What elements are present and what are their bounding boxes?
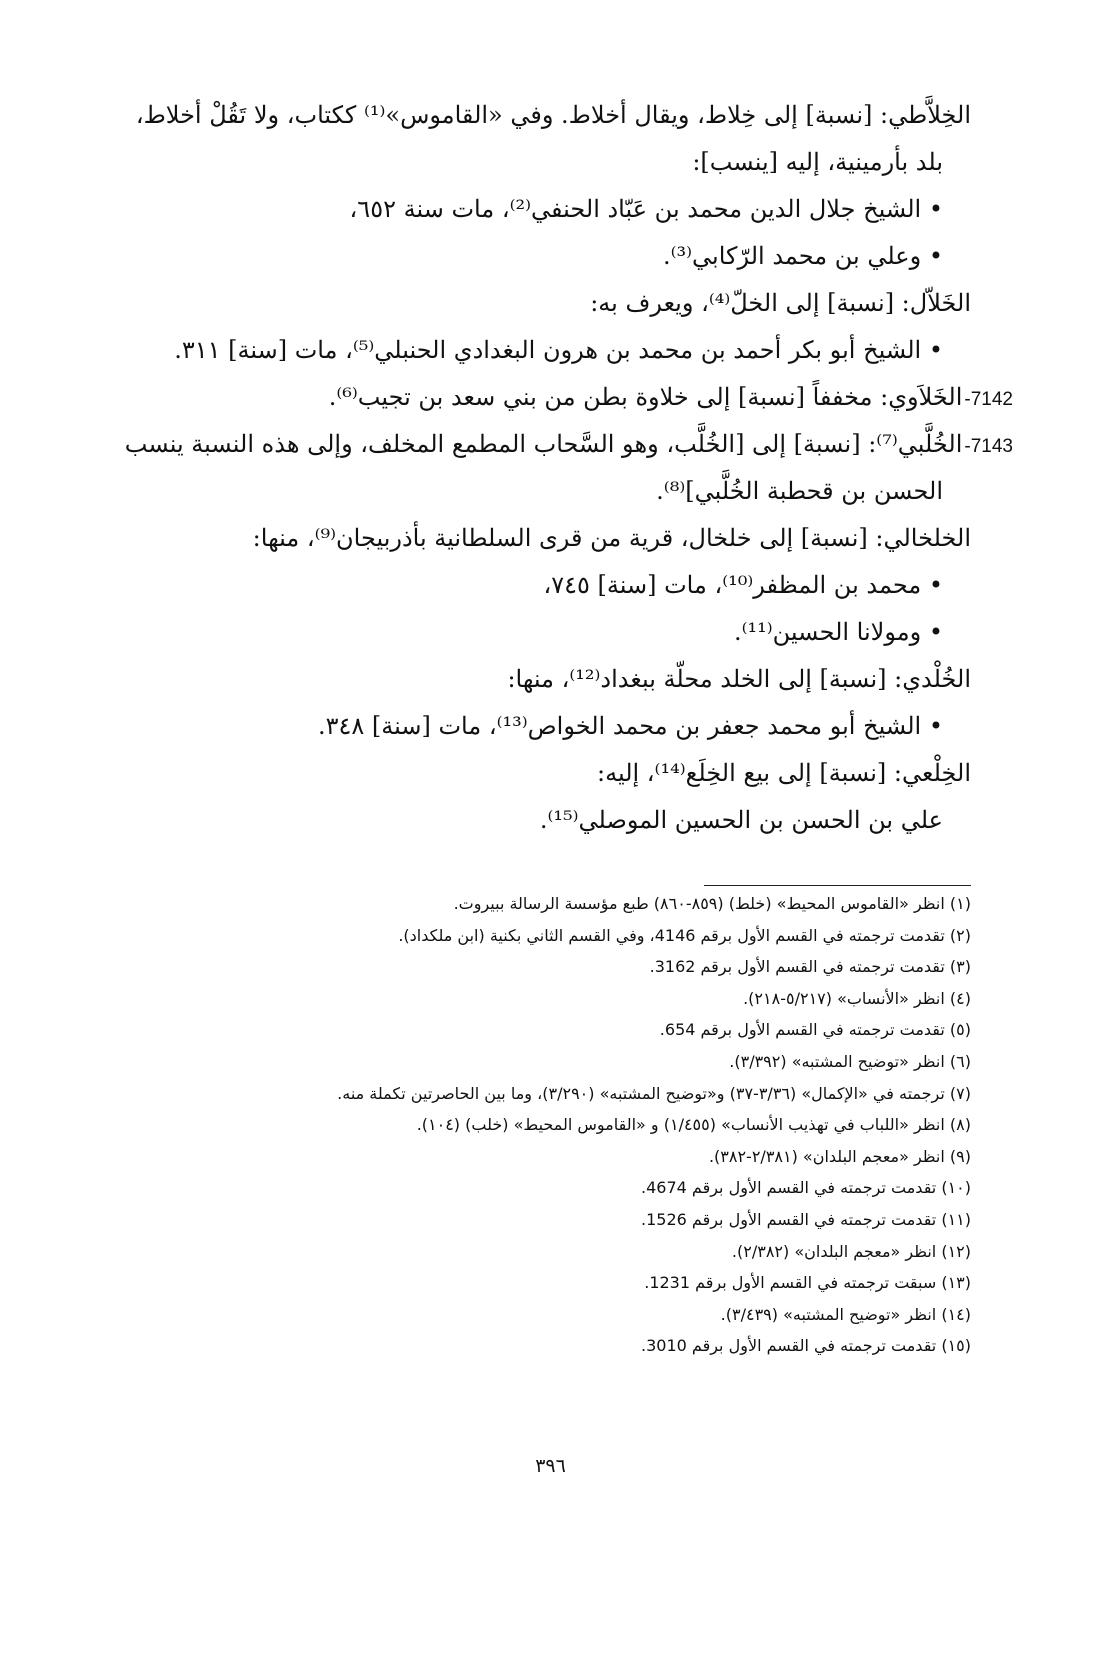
footnote: (١٣) سبقت ترجمته في القسم الأول برقم 1231.	[644, 1273, 971, 1293]
entry-7142	[130, 374, 1013, 421]
bullet-muhammad-muzaffar: • محمد بن المظفر⁽¹⁰⁾، مات [سنة] ٧٤٥،	[543, 571, 943, 599]
entry-khuldi: الخُلْدي: [نسبة] إلى الخلد محلّة ببغداد⁽¹²⁾، منها:	[507, 665, 971, 693]
entry-khilati-line-1: الخِلاَّطي: [نسبة] إلى خِلاط، ويقال أخلاط. وفي «القاموس»⁽¹⁾ ككتاب، ولا تَقُلْ أخلاط،	[135, 101, 971, 129]
footnote: (٢) تقدمت ترجمته في القسم الأول برقم 4146، وفي القسم الثاني بكنية (ابن ملكداد).	[398, 925, 971, 945]
footnote: (١٢) انظر «معجم البلدان» (٢/٣٨٢).	[731, 1241, 971, 1261]
footnote: (٥) تقدمت ترجمته في القسم الأول برقم 654.	[659, 1020, 971, 1040]
page-number: ٣٩٦	[535, 1455, 566, 1477]
footnotes	[120, 888, 971, 1362]
entry-number: 7143-	[964, 436, 1013, 457]
entry-7143-text: الخُلَّبي⁽⁷⁾: [نسبة] إلى [الخُلَّب، وهو السَّحاب المطمع المخلف، وإلى هذه النسبة ينسب	[124, 430, 963, 458]
footnote: (٤) انظر «الأنساب» (٥/٢١٧-٢١٨).	[743, 988, 971, 1008]
entry-khallal: الخَلاّل: [نسبة] إلى الخلّ⁽⁴⁾، ويعرف به:	[590, 289, 971, 317]
footnote: (٦) انظر «توضيح المشتبه» (٣/٣٩٢).	[729, 1051, 971, 1071]
footnote: (١١) تقدمت ترجمته في القسم الأول برقم 1526.	[641, 1209, 971, 1229]
bullet-abu-bakr: • الشيخ أبو بكر أحمد بن محمد بن هرون البغدادي الحنبلي⁽⁵⁾، مات [سنة] ٣١١.	[174, 336, 943, 364]
footnote: (٣) تقدمت ترجمته في القسم الأول برقم 3162.	[649, 957, 971, 977]
footnote: (١٥) تقدمت ترجمته في القسم الأول برقم 3010.	[641, 1336, 971, 1356]
entry-khili: الخِلْعي: [نسبة] إلى بيع الخِلَع⁽¹⁴⁾، إليه:	[597, 759, 971, 787]
footnote: (١٠) تقدمت ترجمته في القسم الأول برقم 4674.	[641, 1178, 971, 1198]
entry-khili-person: علي بن الحسن بن الحسين الموصلي⁽¹⁵⁾.	[539, 806, 943, 834]
footnote: (٩) انظر «معجم البلدان» (٢/٣٨١-٣٨٢).	[708, 1146, 971, 1166]
footnote-separator	[704, 885, 971, 886]
footnote: (١٤) انظر «توضيح المشتبه» (٣/٤٣٩).	[720, 1304, 971, 1324]
main-text	[124, 92, 1013, 844]
footnote: (١) انظر «القاموس المحيط» (خلط) (٨٥٩-٨٦٠) طبع مؤسسة الرسالة ببيروت.	[453, 894, 971, 913]
entry-7143	[124, 421, 1013, 468]
entry-khalkhali: الخلخالي: [نسبة] إلى خلخال، قرية من قرى السلطانية بأذربيجان⁽⁹⁾، منها:	[252, 524, 971, 552]
bullet-mawlana-husayn: • ومولانا الحسين⁽¹¹⁾.	[733, 618, 943, 646]
footnote: (٨) انظر «اللباب في تهذيب الأنساب» (١/٤٥٥) و «القاموس المحيط» (خلب) (١٠٤).	[416, 1115, 971, 1135]
entry-7143-continuation: الحسن بن قحطبة الخُلَّبي]⁽⁸⁾.	[656, 477, 943, 505]
bullet-jafar-khawwas: • الشيخ أبو محمد جعفر بن محمد الخواص⁽¹³⁾، مات [سنة] ٣٤٨.	[317, 712, 943, 740]
entry-number: 7142-	[964, 389, 1013, 410]
bullet-jalal-aldin: • الشيخ جلال الدين محمد بن عَبّاد الحنفي⁽²⁾، مات سنة ٦٥٢،	[349, 195, 943, 223]
entry-khilati-line-2: بلد بأرمينية، إليه [ينسب]:	[692, 148, 943, 176]
bullet-ali-rikabi: • وعلي بن محمد الرّكابي⁽³⁾.	[663, 242, 943, 270]
footnote: (٧) ترجمته في «الإكمال» (٣/٣٦-٣٧) و«توضيح المشتبه» (٣/٢٩٠)، وما بين الحاصرتين تكملة منه.	[337, 1083, 971, 1103]
entry-7142-text: الخَلاَوي: مخففاً [نسبة] إلى خلاوة بطن من بني سعد بن تجيب⁽⁶⁾.	[328, 383, 963, 411]
